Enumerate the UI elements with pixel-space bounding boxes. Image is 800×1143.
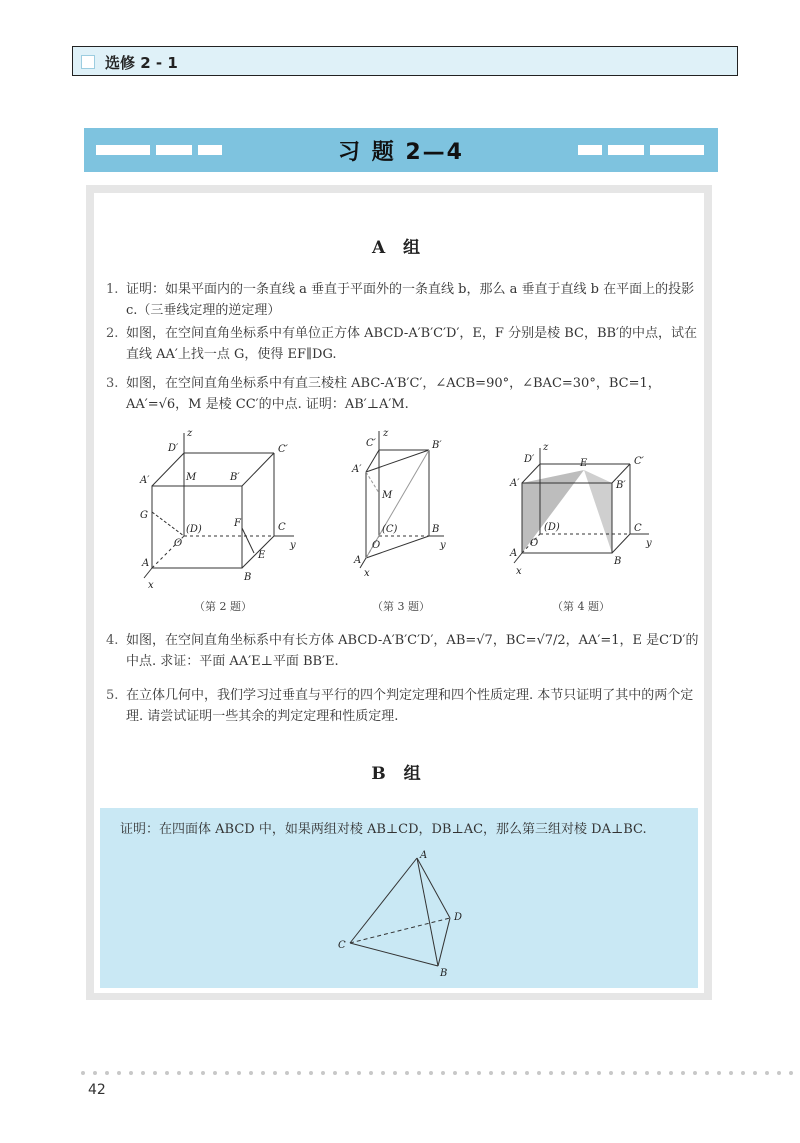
problem-5 [106, 685, 700, 727]
fig4-label-dprime: D′ [524, 454, 535, 465]
fig2-label-x: x [148, 580, 154, 591]
caption-fig4: （第 4 题） [552, 600, 610, 613]
exercise-panel [86, 185, 712, 1000]
fig4-label-y: y [646, 538, 652, 549]
fig3-label-c: (C) [382, 524, 398, 535]
problem-3 [106, 373, 700, 415]
fig2-label-a: A [142, 558, 150, 569]
fig4-label-x: x [516, 566, 522, 577]
chapter-header-bar [72, 46, 738, 76]
problem-number: 5. [106, 688, 119, 703]
problem-number: 1. [106, 282, 119, 297]
problem-text: 证明：如果平面内的一条直线 a 垂直于平面外的一条直线 b，那么 a 垂直于直线 b 在平面上的投影 c.（三垂线定理的逆定理） [126, 282, 695, 318]
fig2-label-m: M [186, 472, 197, 483]
fig4-label-b: B [614, 556, 622, 567]
caption-fig2: （第 2 题） [194, 600, 252, 613]
fig3-label-cprime: C′ [366, 438, 376, 449]
fig4-label-bprime: B′ [616, 480, 626, 491]
fig2-label-d: (D) [186, 524, 202, 535]
group-b-heading: B 组 [371, 764, 427, 784]
fig2-label-dprime: D′ [168, 443, 179, 454]
fig2-label-bprime: B′ [230, 472, 240, 483]
section-title: 习 题 2—4 [338, 140, 464, 165]
tetra-label-a: A [420, 850, 428, 861]
section-title-band [84, 128, 718, 172]
fig4-label-c: C [634, 523, 642, 534]
fig4-label-z: z [543, 442, 549, 453]
fig3-label-z: z [383, 428, 389, 439]
problem-number: 4. [106, 633, 119, 648]
problem-number: 3. [106, 376, 119, 391]
fig2-label-e: E [258, 550, 266, 561]
problem-text: 如图，在空间直角坐标系中有单位正方体 ABCD-A′B′C′D′，E，F 分别是棱 BC，BB′的中点，试在直线 AA′上找一点 G，使得 EF∥DG. [126, 326, 698, 362]
group-b-statement: 证明：在四面体 ABCD 中，如果两组对棱 AB⊥CD，DB⊥AC，那么第三组对棱 DA⊥BC. [120, 822, 647, 837]
fig3-label-y: y [440, 540, 446, 551]
figure-2-cube [144, 433, 294, 578]
fig3-label-m: M [382, 490, 393, 501]
fig3-label-b: B [432, 524, 440, 535]
group-b-box [100, 808, 698, 988]
fig4-label-d: (D) [544, 522, 560, 533]
footer-dotted-line [80, 1070, 800, 1076]
caption-fig3: （第 3 题） [372, 600, 430, 613]
page-number: 42 [88, 1082, 106, 1098]
fig4-label-cprime: C′ [634, 456, 644, 467]
problem-2 [106, 323, 700, 365]
fig2-label-b: B [244, 572, 252, 583]
fig3-label-aprime: A′ [352, 464, 362, 475]
fig2-label-c: C [278, 522, 286, 533]
problem-1 [106, 279, 700, 321]
figures-row [94, 428, 704, 608]
fig2-label-f: F [234, 518, 241, 529]
fig2-label-cprime: C′ [278, 444, 288, 455]
fig2-label-aprime: A′ [140, 475, 150, 486]
problem-text: 在立体几何中，我们学习过垂直与平行的四个判定定理和四个性质定理. 本节只证明了其中的两个定理. 请尝试证明一些其余的判定定理和性质定理. [126, 688, 694, 724]
fig4-label-e: E [580, 458, 588, 469]
header-square-icon [81, 55, 95, 69]
group-a-heading: A 组 [371, 238, 427, 258]
fig2-label-o: O [174, 538, 183, 549]
fig2-label-y: y [290, 540, 296, 551]
tetra-label-c: C [338, 940, 346, 951]
chapter-label: 选修 2 - 1 [105, 54, 178, 72]
fig3-label-o: O [372, 540, 381, 551]
fig3-label-bprime: B′ [432, 440, 442, 451]
fig3-label-x: x [364, 568, 370, 579]
fig3-label-a: A [354, 555, 362, 566]
fig2-label-z: z [187, 428, 193, 439]
fig2-label-g: G [140, 510, 148, 521]
problem-text: 如图，在空间直角坐标系中有直三棱柱 ABC-A′B′C′，∠ACB=90°，∠BAC=30°，BC=1，AA′=√6，M 是棱 CC′的中点. 证明：AB′⊥A′M. [126, 376, 661, 412]
tetra-label-b: B [440, 968, 448, 978]
problem-4 [106, 630, 700, 672]
tetrahedron-figure [330, 848, 490, 978]
fig4-label-o: O [530, 538, 539, 549]
problem-text: 如图，在空间直角坐标系中有长方体 ABCD-A′B′C′D′，AB=√7，BC=√7/2，AA′=1，E 是C′D′的中点. 求证：平面 AA′E⊥平面 BB′E. [126, 633, 699, 669]
tetra-label-d: D [454, 912, 463, 923]
fig4-label-aprime: A′ [510, 478, 520, 489]
exercise-panel-inner [94, 193, 704, 993]
problem-number: 2. [106, 326, 119, 341]
fig4-label-a: A [510, 548, 518, 559]
